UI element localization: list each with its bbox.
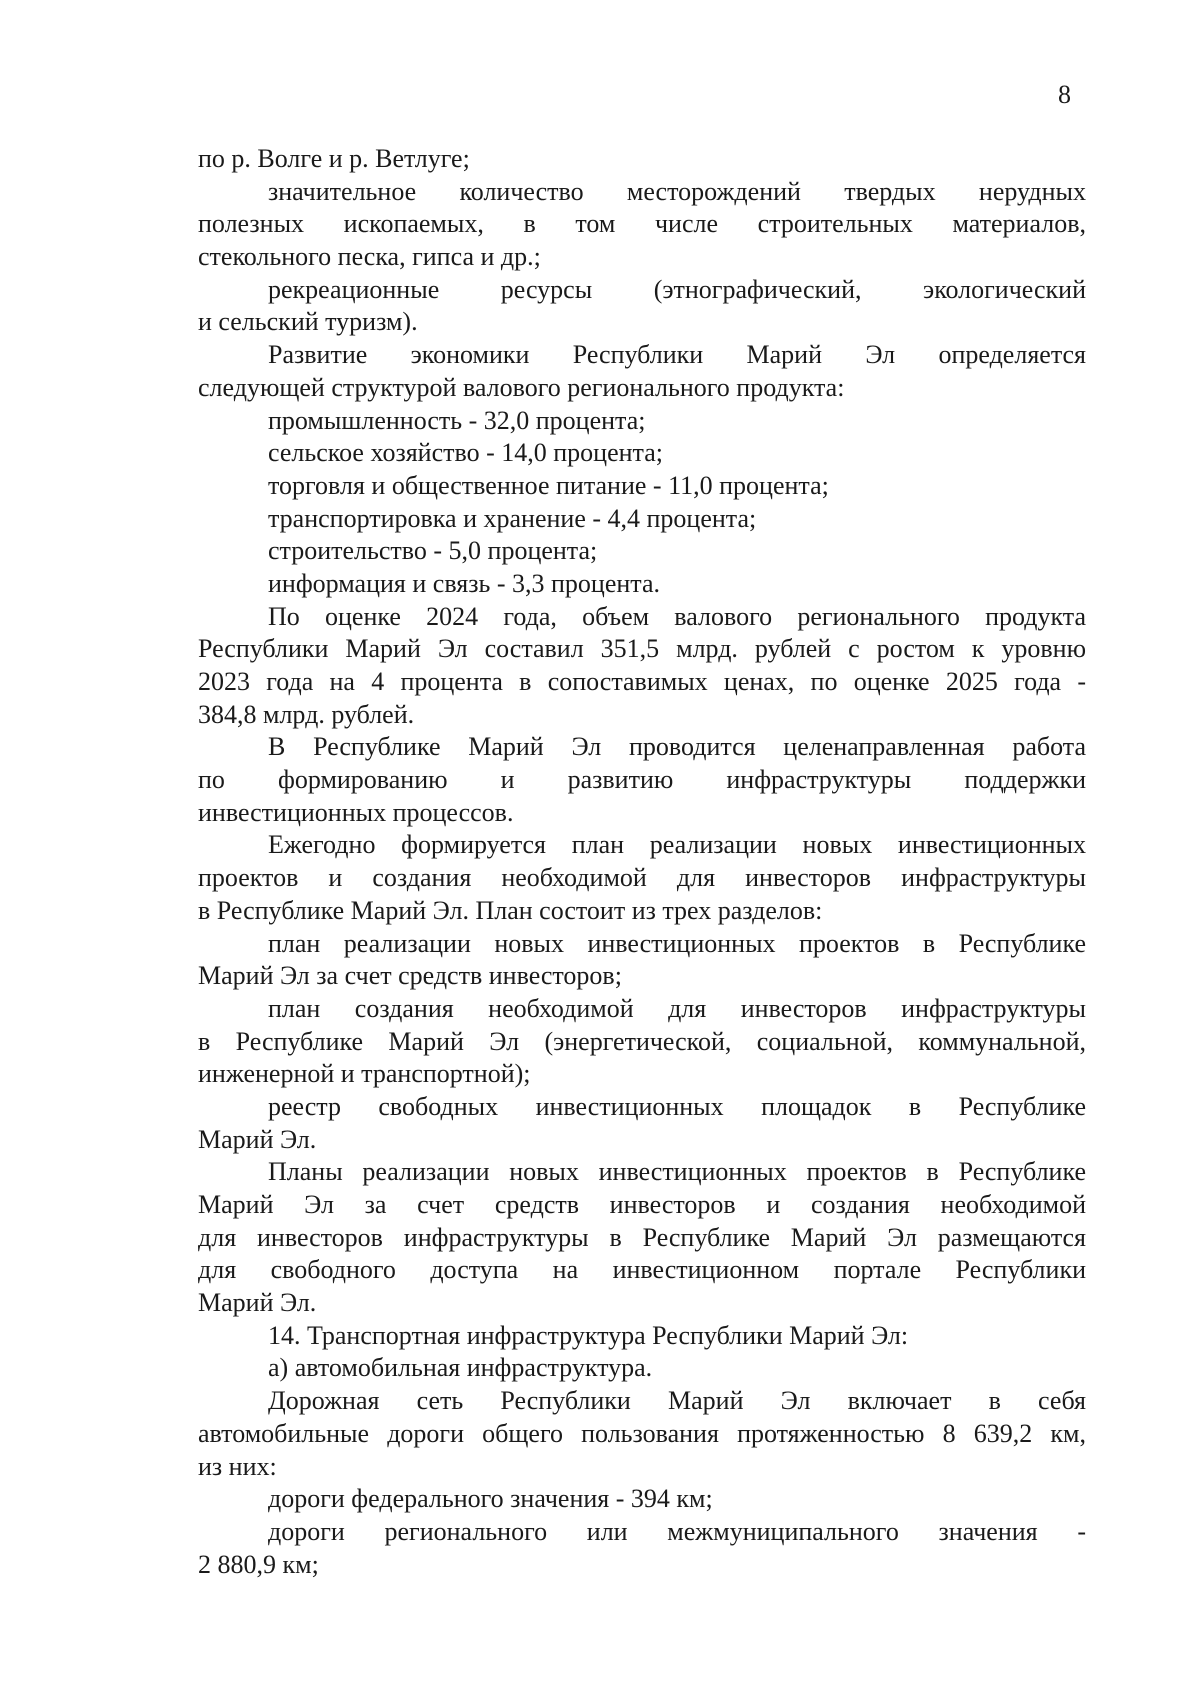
text-line: план реализации новых инвестиционных проектов в Республике <box>268 928 1086 958</box>
text-line: дороги федерального значения - 394 км; <box>268 1484 713 1514</box>
text-line: инвестиционных процессов. <box>198 797 514 827</box>
text-line: полезных ископаемых, в том числе строительных материалов, <box>198 209 1086 239</box>
text-line: рекреационные ресурсы (этнографический, экологический <box>268 274 1086 304</box>
text-line: проектов и создания необходимой для инвесторов инфраструктуры <box>198 863 1086 893</box>
text-line: стекольного песка, гипса и др.; <box>198 242 541 272</box>
document-body <box>198 143 1086 1581</box>
text-line: план создания необходимой для инвесторов инфраструктуры <box>268 993 1086 1023</box>
text-line: Марий Эл за счет средств инвесторов и создания необходимой <box>198 1190 1086 1219</box>
text-line: Дорожная сеть Республики Марий Эл включает в себя <box>268 1386 1086 1416</box>
page-number: 8 <box>1058 80 1071 109</box>
text-line: для свободного доступа на инвестиционном портале Республики <box>198 1255 1086 1285</box>
text-line: и сельский туризм). <box>198 307 418 337</box>
text-line: транспортировка и хранение - 4,4 процента; <box>268 503 757 533</box>
text-line: строительство - 5,0 процента; <box>268 536 598 566</box>
text-line: дороги регионального или межмуниципального значения - <box>268 1516 1086 1546</box>
text-line: Ежегодно формируется план реализации новых инвестиционных <box>268 830 1086 860</box>
text-line: по формированию и развитию инфраструктуры поддержки <box>198 765 1086 795</box>
text-line: по р. Волге и р. Ветлуге; <box>198 144 470 173</box>
text-line: Марий Эл. <box>198 1124 317 1154</box>
text-line: а) автомобильная инфраструктура. <box>268 1353 653 1383</box>
text-line: Развитие экономики Республики Марий Эл определяется <box>268 340 1086 370</box>
text-line: промышленность - 32,0 процента; <box>268 405 646 435</box>
text-line: в Республике Марий Эл. План состоит из трех разделов: <box>198 895 823 925</box>
text-line: в Республике Марий Эл (энергетической, социальной, коммунальной, <box>198 1026 1086 1056</box>
text-line: Республики Марий Эл составил 351,5 млрд. рублей с ростом к уровню <box>198 634 1086 664</box>
text-line: В Республике Марий Эл проводится целенаправленная работа <box>268 732 1086 762</box>
text-line: для инвесторов инфраструктуры в Республике Марий Эл размещаются <box>198 1222 1086 1252</box>
text-line: 2023 года на 4 процента в сопоставимых ценах, по оценке 2025 года - <box>198 667 1086 696</box>
text-line: инженерной и транспортной); <box>198 1059 531 1089</box>
text-line: По оценке 2024 года, объем валового регионального продукта <box>268 601 1086 631</box>
text-line: 2 880,9 км; <box>198 1549 319 1579</box>
text-line: из них: <box>198 1451 277 1481</box>
text-line: 14. Транспортная инфраструктура Республики Марий Эл: <box>268 1320 909 1350</box>
text-line: Планы реализации новых инвестиционных проектов в Республике <box>268 1157 1086 1187</box>
text-line: Марий Эл за счет средств инвесторов; <box>198 961 622 991</box>
text-line: сельское хозяйство - 14,0 процента; <box>268 438 663 468</box>
text-line: Марий Эл. <box>198 1288 317 1318</box>
text-line: автомобильные дороги общего пользования протяженностью 8 639,2 км, <box>198 1418 1086 1448</box>
text-line: реестр свободных инвестиционных площадок в Республике <box>268 1091 1086 1121</box>
text-line: следующей структурой валового регионального продукта: <box>198 372 845 402</box>
text-line: торговля и общественное питание - 11,0 процента; <box>268 470 829 500</box>
text-line: значительное количество месторождений твердых нерудных <box>268 176 1086 206</box>
text-line: 384,8 млрд. рублей. <box>198 699 415 729</box>
text-line: информация и связь - 3,3 процента. <box>268 568 661 598</box>
